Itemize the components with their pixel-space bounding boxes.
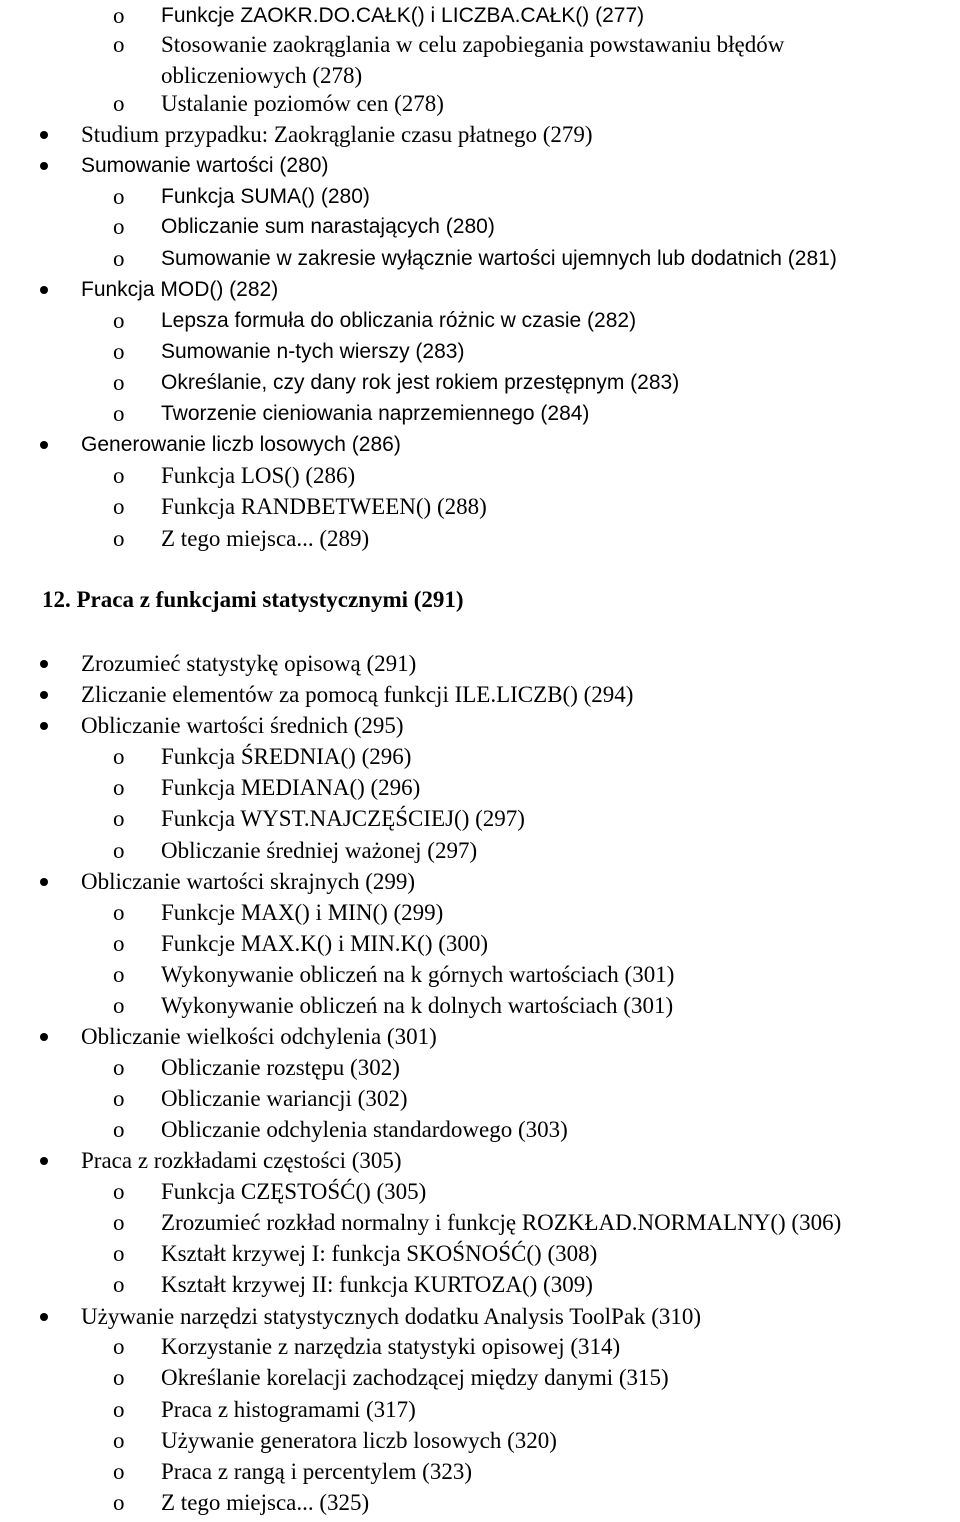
bullet-icon — [40, 722, 48, 730]
toc-entry-text: Określanie korelacji zachodzącej między danymi (315) — [161, 1365, 669, 1390]
circle-bullet-icon: o — [113, 900, 125, 925]
toc-entry-text: Obliczanie średniej ważonej (297) — [161, 838, 478, 863]
circle-bullet-icon: o — [113, 91, 125, 116]
circle-bullet-icon: o — [113, 184, 125, 209]
circle-bullet-icon: o — [113, 775, 125, 800]
toc-entry-text: Studium przypadku: Zaokrąglanie czasu płatnego (279) — [81, 122, 593, 147]
circle-bullet-icon: o — [113, 246, 125, 271]
circle-bullet-icon: o — [113, 1428, 125, 1453]
circle-bullet-icon: o — [113, 1397, 125, 1422]
toc-entry-text: Obliczanie wartości skrajnych (299) — [81, 869, 416, 894]
circle-bullet-icon: o — [113, 1210, 125, 1235]
toc-entry-text: obliczeniowych (278) — [161, 63, 363, 88]
circle-bullet-icon: o — [113, 463, 125, 488]
toc-entry-text: Używanie narzędzi statystycznych dodatku Analysis ToolPak (310) — [81, 1304, 702, 1329]
circle-bullet-icon: o — [113, 1365, 125, 1390]
bullet-icon — [40, 131, 48, 139]
toc-entry-text: Obliczanie wartości średnich (295) — [81, 713, 404, 738]
toc-entry-text: Funkcje MAX.K() i MIN.K() (300) — [161, 931, 489, 956]
toc-entry-text: Zrozumieć rozkład normalny i funkcję ROZKŁAD.NORMALNY() (306) — [161, 1210, 842, 1235]
toc-entry-text: Funkcje ZAOKR.DO.CAŁK() i LICZBA.CAŁK() (277) — [161, 4, 645, 27]
circle-bullet-icon: o — [113, 1334, 125, 1359]
toc-entry-text: Z tego miejsca... (325) — [161, 1490, 370, 1515]
bullet-icon — [40, 162, 48, 170]
toc-entry-text: Wykonywanie obliczeń na k dolnych wartościach (301) — [161, 993, 674, 1018]
circle-bullet-icon: o — [113, 931, 125, 956]
circle-bullet-icon: o — [113, 962, 125, 987]
toc-entry-text: Funkcja ŚREDNIA() (296) — [161, 744, 412, 769]
toc-entry-text: Funkcja RANDBETWEEN() (288) — [161, 494, 487, 519]
circle-bullet-icon: o — [113, 744, 125, 769]
bullet-icon — [40, 660, 48, 668]
circle-bullet-icon: o — [113, 1117, 125, 1142]
toc-entry-text: Funkcja LOS() (286) — [161, 463, 356, 488]
toc-entry-text: Zrozumieć statystykę opisową (291) — [81, 651, 417, 676]
circle-bullet-icon: o — [113, 401, 125, 426]
circle-bullet-icon: o — [113, 526, 125, 551]
toc-entry-text: Sumowanie wartości (280) — [81, 154, 329, 177]
circle-bullet-icon: o — [113, 1086, 125, 1111]
circle-bullet-icon: o — [113, 1055, 125, 1080]
circle-bullet-icon: o — [113, 3, 125, 28]
circle-bullet-icon: o — [113, 370, 125, 395]
bullet-icon — [40, 1157, 48, 1165]
toc-entry-text: Obliczanie sum narastających (280) — [161, 215, 495, 238]
bullet-icon — [40, 286, 48, 294]
toc-entry-text: Funkcja SUMA() (280) — [161, 185, 370, 208]
toc-entry-text: Ustalanie poziomów cen (278) — [161, 91, 444, 116]
circle-bullet-icon: o — [113, 1241, 125, 1266]
toc-entry-text: Praca z rangą i percentylem (323) — [161, 1459, 472, 1484]
circle-bullet-icon: o — [113, 339, 125, 364]
toc-entry-text: Praca z rozkładami częstości (305) — [81, 1148, 402, 1173]
toc-entry-text: Funkcja WYST.NAJCZĘŚCIEJ() (297) — [161, 806, 525, 831]
toc-entry-text: Funkcja MEDIANA() (296) — [161, 775, 421, 800]
toc-entry-text: 12. Praca z funkcjami statystycznymi (291) — [42, 587, 464, 612]
toc-entry-text: Obliczanie wielkości odchylenia (301) — [81, 1024, 437, 1049]
circle-bullet-icon: o — [113, 1272, 125, 1297]
circle-bullet-icon: o — [113, 214, 125, 239]
toc-entry-text: Praca z histogramami (317) — [161, 1397, 416, 1422]
toc-entry-text: Kształt krzywej II: funkcja KURTOZA() (309) — [161, 1272, 593, 1297]
toc-entry-text: Obliczanie odchylenia standardowego (303) — [161, 1117, 568, 1142]
bullet-icon — [40, 1313, 48, 1321]
circle-bullet-icon: o — [113, 1490, 125, 1515]
bullet-icon — [40, 1033, 48, 1041]
toc-entry-text: Z tego miejsca... (289) — [161, 526, 370, 551]
toc-entry-text: Korzystanie z narzędzia statystyki opisowej (314) — [161, 1334, 621, 1359]
toc-entry-text: Obliczanie rozstępu (302) — [161, 1055, 400, 1080]
bullet-icon — [40, 691, 48, 699]
toc-entry-text: Kształt krzywej I: funkcja SKOŚNOŚĆ() (308) — [161, 1241, 598, 1266]
toc-entry-text: Używanie generatora liczb losowych (320) — [161, 1428, 557, 1453]
circle-bullet-icon: o — [113, 308, 125, 333]
toc-entry-text: Sumowanie w zakresie wyłącznie wartości ujemnych lub dodatnich (281) — [161, 247, 837, 270]
circle-bullet-icon: o — [113, 32, 125, 57]
bullet-icon — [40, 878, 48, 886]
toc-entry-text: Stosowanie zaokrąglania w celu zapobiegania powstawaniu błędów — [161, 32, 785, 57]
toc-entry-text: Funkcja CZĘSTOŚĆ() (305) — [161, 1179, 427, 1204]
toc-entry-text: Funkcje MAX() i MIN() (299) — [161, 900, 444, 925]
toc-entry-text: Lepsza formuła do obliczania różnic w czasie (282) — [161, 309, 637, 332]
toc-entry-text: Generowanie liczb losowych (286) — [81, 433, 401, 456]
toc-entry-text: Zliczanie elementów za pomocą funkcji ILE.LICZB() (294) — [81, 682, 634, 707]
toc-entry-text: Obliczanie wariancji (302) — [161, 1086, 408, 1111]
circle-bullet-icon: o — [113, 1459, 125, 1484]
toc-entry-text: Tworzenie cieniowania naprzemiennego (284) — [161, 402, 590, 425]
circle-bullet-icon: o — [113, 993, 125, 1018]
circle-bullet-icon: o — [113, 494, 125, 519]
toc-entry-text: Funkcja MOD() (282) — [81, 278, 279, 301]
toc-entry-text: Sumowanie n-tych wierszy (283) — [161, 340, 465, 363]
toc-entry-text: Wykonywanie obliczeń na k górnych wartościach (301) — [161, 962, 675, 987]
circle-bullet-icon: o — [113, 1179, 125, 1204]
bullet-icon — [40, 441, 48, 449]
circle-bullet-icon: o — [113, 806, 125, 831]
toc-entry-text: Określanie, czy dany rok jest rokiem przestępnym (283) — [161, 371, 680, 394]
circle-bullet-icon: o — [113, 838, 125, 863]
